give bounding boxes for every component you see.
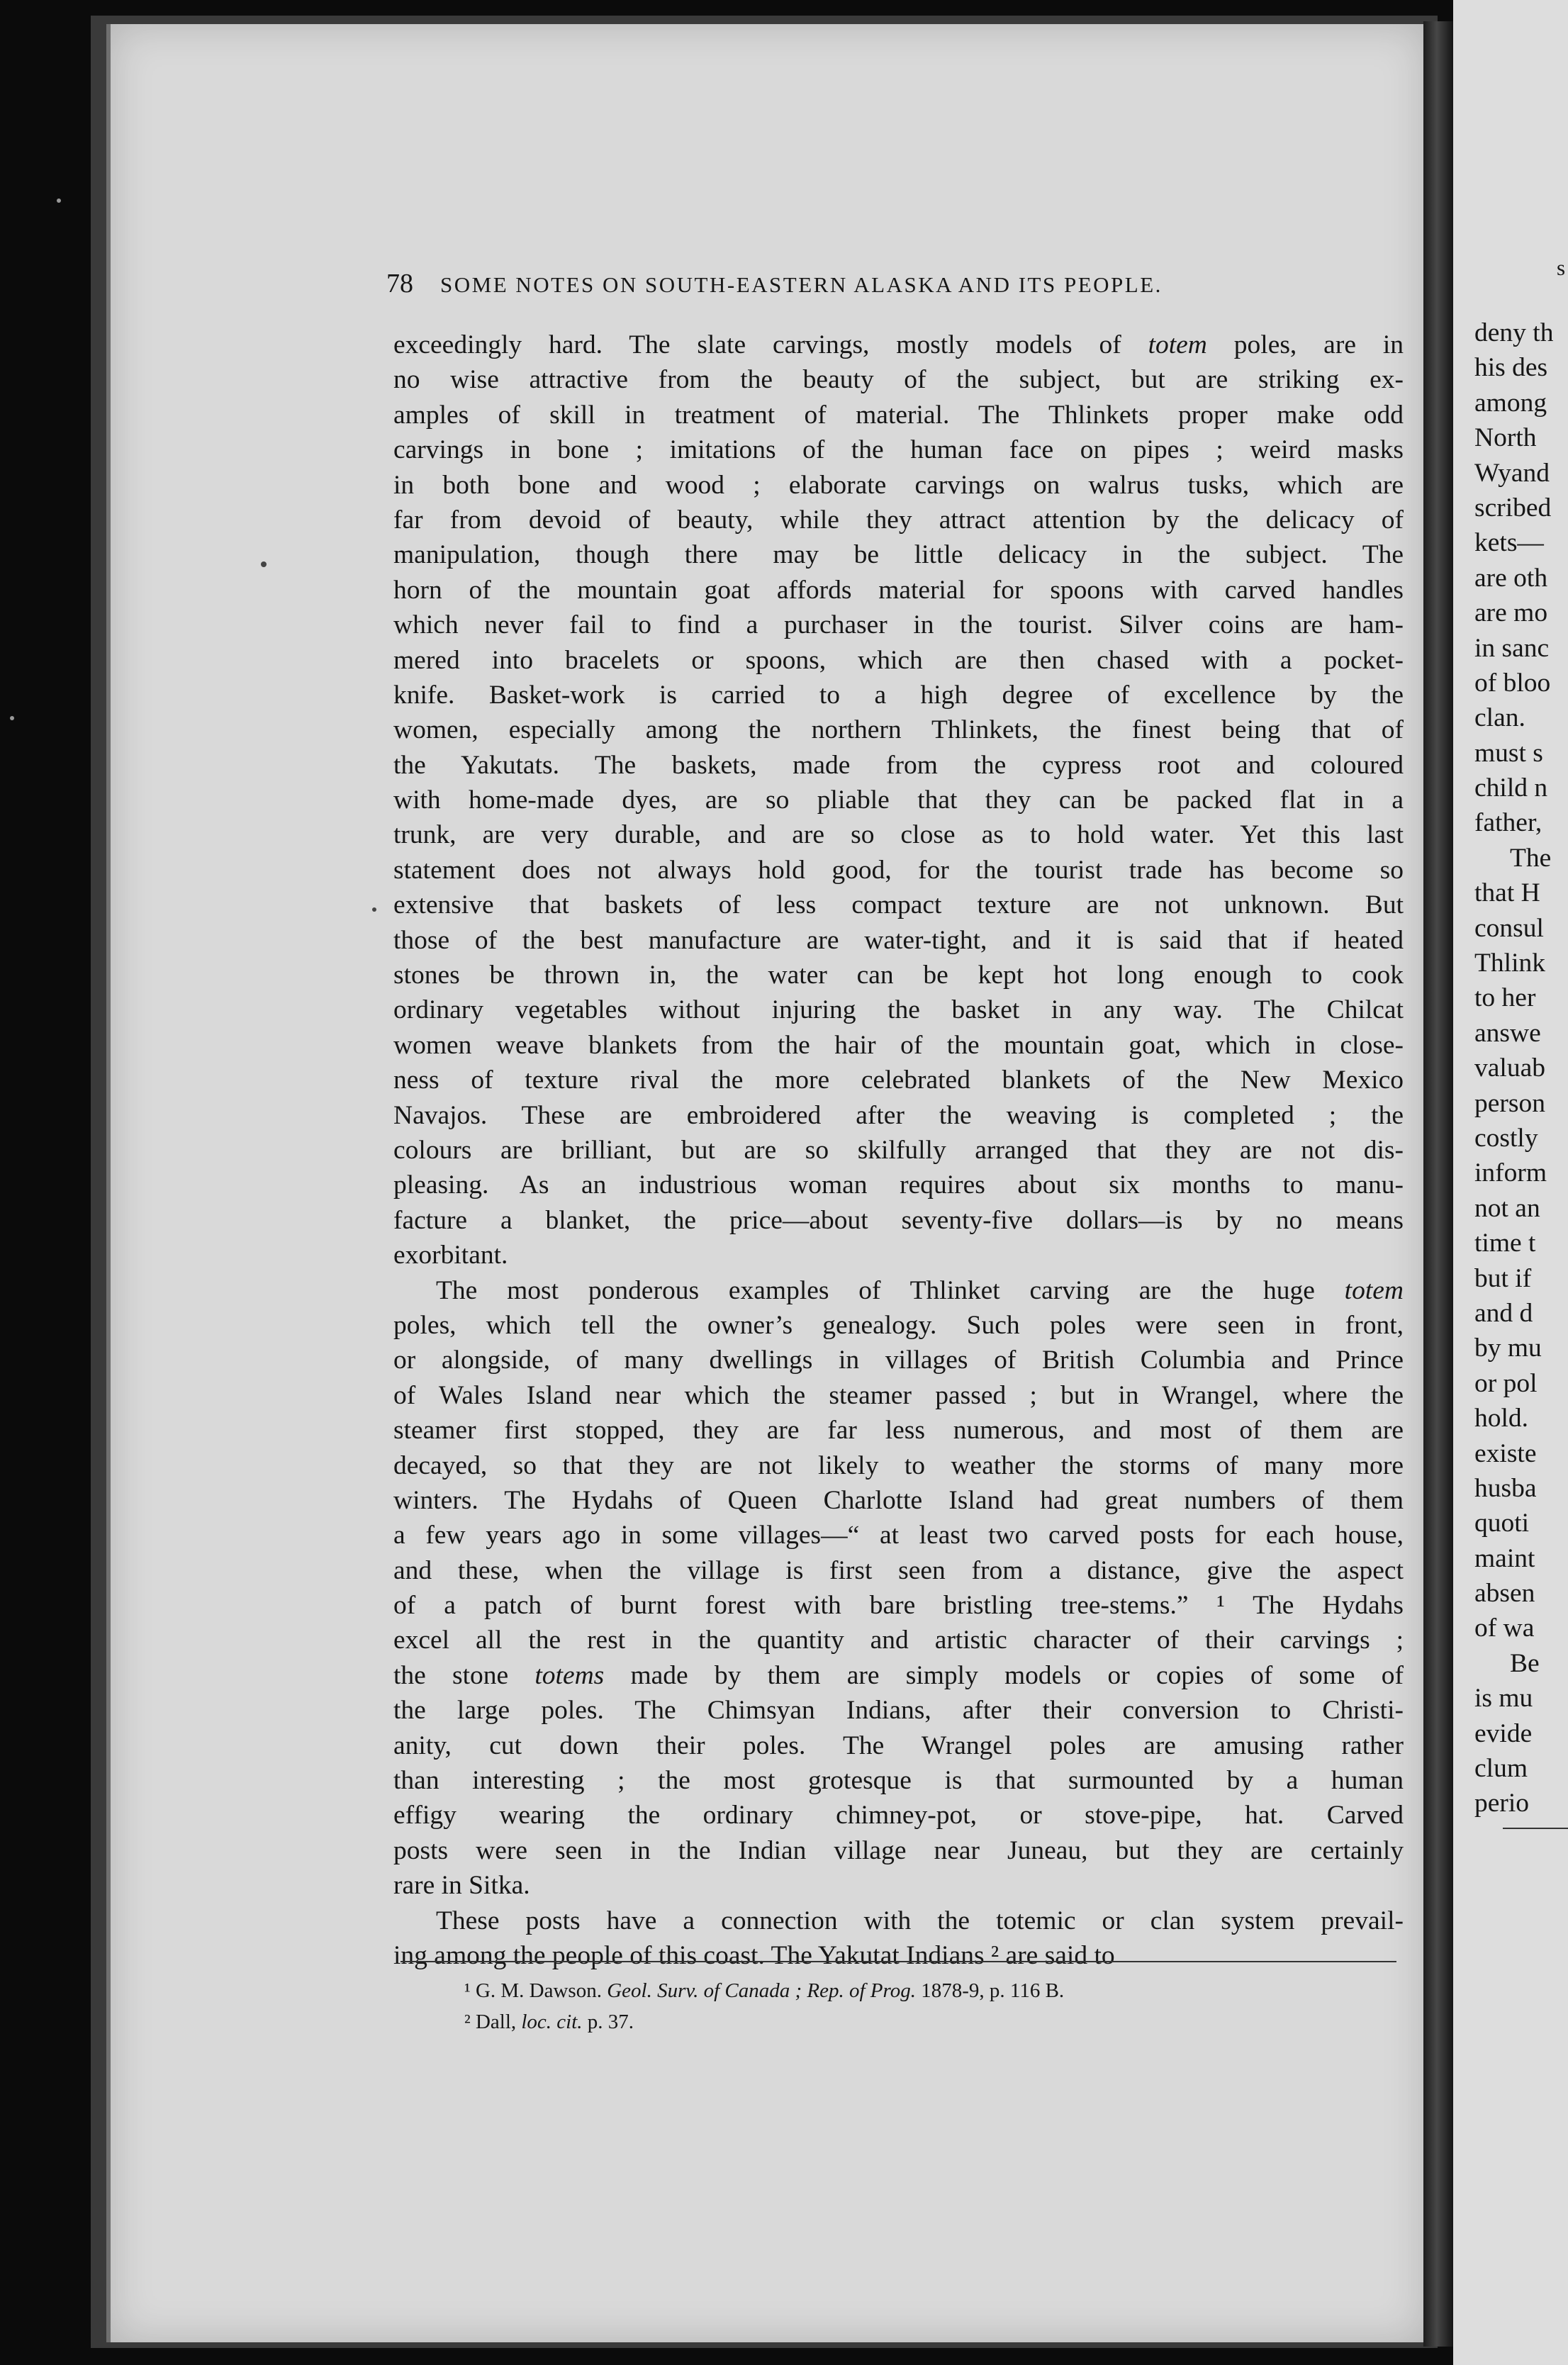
facing-text-line: maint	[1474, 1543, 1535, 1573]
text-line: poles, which tell the owner’s genealogy. Such poles were seen in front,	[393, 1310, 1404, 1340]
text-line: extensive that baskets of less compact texture are not unknown. But	[393, 890, 1404, 920]
text-line: knife. Basket-work is carried to a high degree of excellence by the	[393, 680, 1404, 710]
book-gutter	[1423, 21, 1453, 2347]
text-line: manipulation, though there may be little delicacy in the subject. The	[393, 540, 1404, 570]
text-line: carvings in bone ; imitations of the human face on pipes ; weird masks	[393, 435, 1404, 465]
running-title: SOME NOTES ON SOUTH-EASTERN ALASKA AND ITS PEOPLE.	[440, 272, 1163, 297]
text-line: far from devoid of beauty, while they attract attention by the delicacy of	[393, 505, 1404, 535]
text-line: those of the best manufacture are water-tight, and it is said that if heated	[393, 925, 1404, 955]
facing-text-line: Thlink	[1474, 949, 1545, 978]
text-line: or alongside, of many dwellings in villages of British Columbia and Prince	[393, 1346, 1404, 1375]
facing-page-text	[1474, 315, 1568, 1821]
text-line: These posts have a connection with the totemic or clan system prevail-	[436, 1906, 1404, 1935]
facing-text-line: father,	[1474, 808, 1542, 838]
footnote: ¹ G. M. Dawson. Geol. Surv. of Canada ; Rep. of Prog. 1878-9, p. 116 B.	[464, 1979, 1065, 2002]
facing-page-footnote-rule	[1503, 1828, 1568, 1829]
facing-text-line: absen	[1474, 1579, 1535, 1609]
facing-text-line: Be	[1510, 1648, 1540, 1678]
facing-text-line: existe	[1474, 1438, 1537, 1468]
facing-text-line: answe	[1474, 1018, 1541, 1048]
facing-text-line: and d	[1474, 1298, 1533, 1328]
facing-text-line: by mu	[1474, 1334, 1542, 1363]
facing-text-line: valuab	[1474, 1053, 1545, 1083]
facing-text-line: time t	[1474, 1229, 1536, 1258]
facing-text-line: are oth	[1474, 563, 1548, 593]
facing-text-line: hold.	[1474, 1404, 1529, 1433]
text-line: exorbitant.	[393, 1241, 508, 1270]
text-line: effigy wearing the ordinary chimney-pot, or stove-pipe, hat. Carved	[393, 1801, 1404, 1830]
scan-speck	[372, 907, 376, 912]
facing-text-line: of bloo	[1474, 668, 1551, 698]
facing-text-line: person	[1474, 1088, 1545, 1118]
text-line: statement does not always hold good, for the tourist trade has become so	[393, 855, 1404, 885]
facing-text-line: of wa	[1474, 1614, 1535, 1643]
facing-text-line: kets—	[1474, 528, 1544, 558]
facing-text-line: are mo	[1474, 598, 1548, 628]
text-line: posts were seen in the Indian village near Juneau, but they are certainly	[393, 1835, 1404, 1865]
facing-text-line: quoti	[1474, 1509, 1530, 1538]
running-header	[386, 268, 1393, 299]
text-line: winters. The Hydahs of Queen Charlotte Island had great numbers of them	[393, 1485, 1404, 1515]
text-line: stones be thrown in, the water can be kept hot long enough to cook	[393, 961, 1404, 990]
text-line: decayed, so that they are not likely to weather the storms of many more	[393, 1450, 1404, 1480]
facing-text-line: deny th	[1474, 318, 1554, 347]
scan-speck	[57, 199, 61, 203]
facing-text-line: but if	[1474, 1263, 1532, 1293]
facing-text-line: must s	[1474, 738, 1543, 768]
text-line: a few years ago in some villages—“ at least two carved posts for each house,	[393, 1521, 1404, 1550]
text-line: with home-made dyes, are so pliable that they can be packed flat in a	[393, 785, 1404, 815]
text-line: the large poles. The Chimsyan Indians, after their conversion to Christi-	[393, 1696, 1404, 1726]
facing-text-line: his des	[1474, 353, 1548, 383]
text-line: ness of texture rival the more celebrated blankets of the New Mexico	[393, 1066, 1404, 1095]
footnote: ² Dall, loc. cit. p. 37.	[464, 2011, 634, 2033]
facing-text-line: child n	[1474, 773, 1548, 803]
facing-text-line: in sanc	[1474, 633, 1550, 663]
facing-text-line: evide	[1474, 1718, 1533, 1748]
page-number: 78	[386, 269, 413, 298]
facing-text-line: costly	[1474, 1123, 1538, 1153]
text-line: mered into bracelets or spoons, which are then chased with a pocket-	[393, 645, 1404, 675]
facing-text-line: consul	[1474, 913, 1544, 943]
facing-text-line: that H	[1474, 878, 1540, 908]
footnote-rule	[401, 1961, 1396, 1962]
facing-text-line: clan.	[1474, 703, 1525, 733]
facing-text-line: clum	[1474, 1754, 1528, 1784]
text-line: of a patch of burnt forest with bare bristling tree-stems.” ¹ The Hydahs	[393, 1591, 1404, 1621]
facing-text-line: North	[1474, 423, 1537, 453]
facing-text-line: husba	[1474, 1473, 1537, 1503]
text-line: Navajos. These are embroidered after the weaving is completed ; the	[393, 1100, 1404, 1130]
text-line: steamer first stopped, they are far less numerous, and most of them are	[393, 1416, 1404, 1446]
facing-text-line: The	[1510, 843, 1552, 873]
text-line: ordinary vegetables without injuring the basket in any way. The Chilcat	[393, 995, 1404, 1025]
text-line: than interesting ; the most grotesque is that surmounted by a human	[393, 1766, 1404, 1796]
scan-speck	[10, 716, 14, 720]
facing-text-line: inform	[1474, 1158, 1547, 1188]
facing-text-line: to her	[1474, 983, 1536, 1013]
scan-speck	[261, 561, 267, 567]
facing-text-line: not an	[1474, 1193, 1540, 1223]
text-line: which never fail to find a purchaser in the tourist. Silver coins are ham-	[393, 610, 1404, 640]
text-line: the stone totems made by them are simply models or copies of some of	[393, 1660, 1404, 1690]
text-line: anity, cut down their poles. The Wrangel poles are amusing rather	[393, 1731, 1404, 1760]
text-line: of Wales Island near which the steamer passed ; but in Wrangel, where the	[393, 1380, 1404, 1410]
text-line: the Yakutats. The baskets, made from the cypress root and coloured	[393, 750, 1404, 780]
text-line: horn of the mountain goat affords material for spoons with carved handles	[393, 575, 1404, 605]
facing-text-line: is mu	[1474, 1684, 1533, 1713]
text-line: women weave blankets from the hair of the mountain goat, which in close-	[393, 1030, 1404, 1060]
text-line: excel all the rest in the quantity and artistic character of their carvings ;	[393, 1626, 1404, 1655]
text-line: trunk, are very durable, and are so close as to hold water. Yet this last	[393, 820, 1404, 850]
facing-text-line: among	[1474, 388, 1547, 418]
text-line: rare in Sitka.	[393, 1871, 530, 1901]
text-line: exceedingly hard. The slate carvings, mostly models of totem poles, are in	[393, 330, 1404, 359]
footnotes	[464, 1975, 1386, 2037]
text-line: no wise attractive from the beauty of the subject, but are striking ex-	[393, 365, 1404, 395]
text-line: amples of skill in treatment of material. The Thlinkets proper make odd	[393, 400, 1404, 430]
text-line: women, especially among the northern Thlinkets, the finest being that of	[393, 715, 1404, 745]
facing-text-line: scribed	[1474, 493, 1552, 522]
text-line: in both bone and wood ; elaborate carvings on walrus tusks, which are	[393, 470, 1404, 500]
facing-page-header: s	[1557, 255, 1566, 280]
text-line: The most ponderous examples of Thlinket carving are the huge totem	[436, 1275, 1404, 1305]
facing-text-line: Wyand	[1474, 458, 1550, 488]
body-text	[393, 328, 1404, 1973]
text-line: pleasing. As an industrious woman requires about six months to manu-	[393, 1170, 1404, 1200]
text-line: facture a blanket, the price—about seventy-five dollars—is by no means	[393, 1205, 1404, 1235]
facing-text-line: or pol	[1474, 1368, 1538, 1398]
facing-text-line: perio	[1474, 1789, 1530, 1818]
text-line: and these, when the village is first seen from a distance, give the aspect	[393, 1555, 1404, 1585]
text-line: ing among the people of this coast. The Yakutat Indians ² are said to	[393, 1940, 1115, 1970]
text-line: colours are brilliant, but are so skilfully arranged that they are not dis-	[393, 1135, 1404, 1165]
